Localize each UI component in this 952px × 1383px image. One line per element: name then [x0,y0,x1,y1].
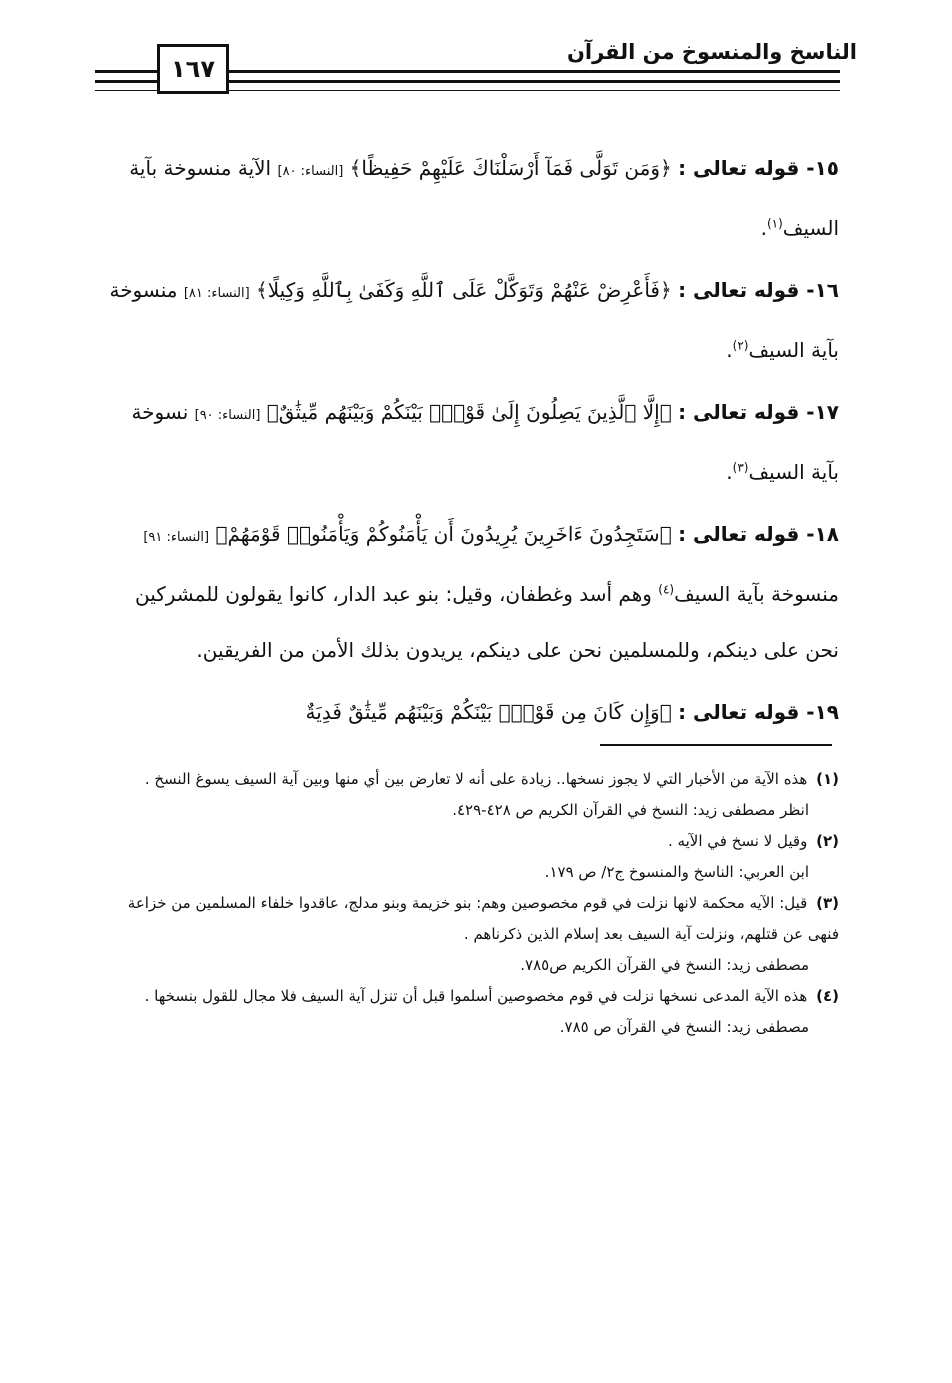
verse-reference: [النساء: ٩٠] [194,408,261,423]
entry-text-end: وهم أسد وغطفان، وقيل: بنو عبد الدار، كانوا يقولون للمشركين نحن على دينكم، وللمسلمين نحن على دينكم، يريدون بذلك الأمن من الفريقين. [134,582,839,662]
footnote-3 [109,888,839,950]
footnote-2 [109,826,839,857]
footnote-number: (١) [816,770,839,788]
footnote-source: ابن العربي: الناسخ والمنسوخ ج٢/ ص ١٧٩. [544,863,809,881]
entry-18 [109,506,839,678]
footnote-4 [109,981,839,1012]
footnote-number: (٣) [816,894,839,912]
entry-lead: ١٦- قوله تعالى : [678,278,839,302]
entry-text: الآية منسوخة بآية السيف [129,156,839,240]
footnote-marker: (٤) [658,582,675,597]
page-number: ١٦٧ [171,55,215,83]
entry-text-end: . [760,216,767,240]
footnote-separator [600,744,832,746]
verse-reference: [النساء: ٨٠] [277,164,344,179]
footnote-number: (٢) [816,832,839,850]
entry-lead: ١٥- قوله تعالى : [678,156,839,180]
entry-text-end: . [726,338,733,362]
footnote-number: (٤) [816,987,839,1005]
entry-text-end: . [726,460,733,484]
running-title: الناسخ والمنسوخ من القرآن [566,40,857,64]
footnote-source: مصطفى زيد: النسخ في القرآن الكريم ص٧٨٥. [520,956,809,974]
verse-reference: [النساء: ٨١] [183,286,250,301]
footnote-1 [109,764,839,795]
footnote-text: وقيل لا نسخ في الآيه . [668,832,808,850]
footnote-text: هذه الآية المدعى نسخها نزلت في قوم مخصوصين أسلموا قبل أن تنزل آية السيف فلا مجال للقول بنسخها . [144,987,808,1005]
entry-text: منسوخة بآية السيف [109,278,839,362]
footnote-marker: (٢) [732,338,749,353]
header-rule-left-bottom [95,80,157,83]
footnote-source: انظر مصطفى زيد: النسخ في القرآن الكريم ص ٤٢٨-٤٢٩. [452,801,809,819]
footnote-marker: (١) [766,216,783,231]
main-text [109,140,839,740]
quran-verse: ﴿فَأَعْرِضْ عَنْهُمْ وَتَوَكَّلْ عَلَى ٱللَّهِ وَكَفَىٰ بِٱللَّهِ وَكِيلًا﴾ [256,278,672,302]
footnote-text: هذه الآية من الأخبار التي لا يجوز نسخها.. زيادة على أنه لا تعارض بين أي منها وبين آية السيف يسوغ النسخ . [144,770,808,788]
entry-lead: ١٨- قوله تعالى : [678,522,839,546]
header-rule-right-bottom [229,80,840,83]
entry-17 [109,384,839,500]
entry-lead: ١٩- قوله تعالى : [678,700,839,724]
quran-verse: ﴿إِلَّا ٱلَّذِينَ يَصِلُونَ إِلَىٰ قَوْمٍۭ بَيْنَكُمْ وَبَيْنَهُم مِّيثَٰقٌ﴾ [266,400,672,424]
footnote-source: مصطفى زيد: النسخ في القرآن ص ٧٨٥. [559,1018,809,1036]
header-rule-left-top [95,70,157,73]
entry-19 [109,684,839,740]
page-number-box [157,44,229,94]
header-rule-right-top [229,70,840,73]
entry-text: منسوخة بآية السيف [674,582,839,606]
entry-text: نسوخة بآية السيف [131,400,839,484]
entry-lead: ١٧- قوله تعالى : [678,400,839,424]
verse-reference: [النساء: ٩١] [143,530,210,545]
footnote-marker: (٣) [732,460,749,475]
footnote-text: قيل: الآيه محكمة لانها نزلت في قوم مخصوصين وهم: بنو خزيمة وبنو مدلج، عاقدوا خلفاء المسلمين من خزاعة فنهى عن قتلهم، ونزلت آية السيف بعد إسلام الذين ذكرناهم . [127,894,839,943]
quran-verse: ﴿وَمَن تَوَلَّى فَمَآ أَرْسَلْنَاكَ عَلَيْهِمْ حَفِيظًا﴾ [349,156,672,180]
entry-15 [109,140,839,256]
entry-16 [109,262,839,378]
quran-verse: ﴿وَإِن كَانَ مِن قَوْمٍۭ بَيْنَكُمْ وَبَيْنَهُم مِّيثَٰقٌ فَدِيَةٌ [305,700,672,724]
quran-verse: ﴿سَتَجِدُونَ ءَاخَرِينَ يُرِيدُونَ أَن يَأْمَنُوكُمْ وَيَأْمَنُوا۟ قَوْمَهُمْ﴾ [215,522,672,546]
footnotes [109,764,839,1043]
